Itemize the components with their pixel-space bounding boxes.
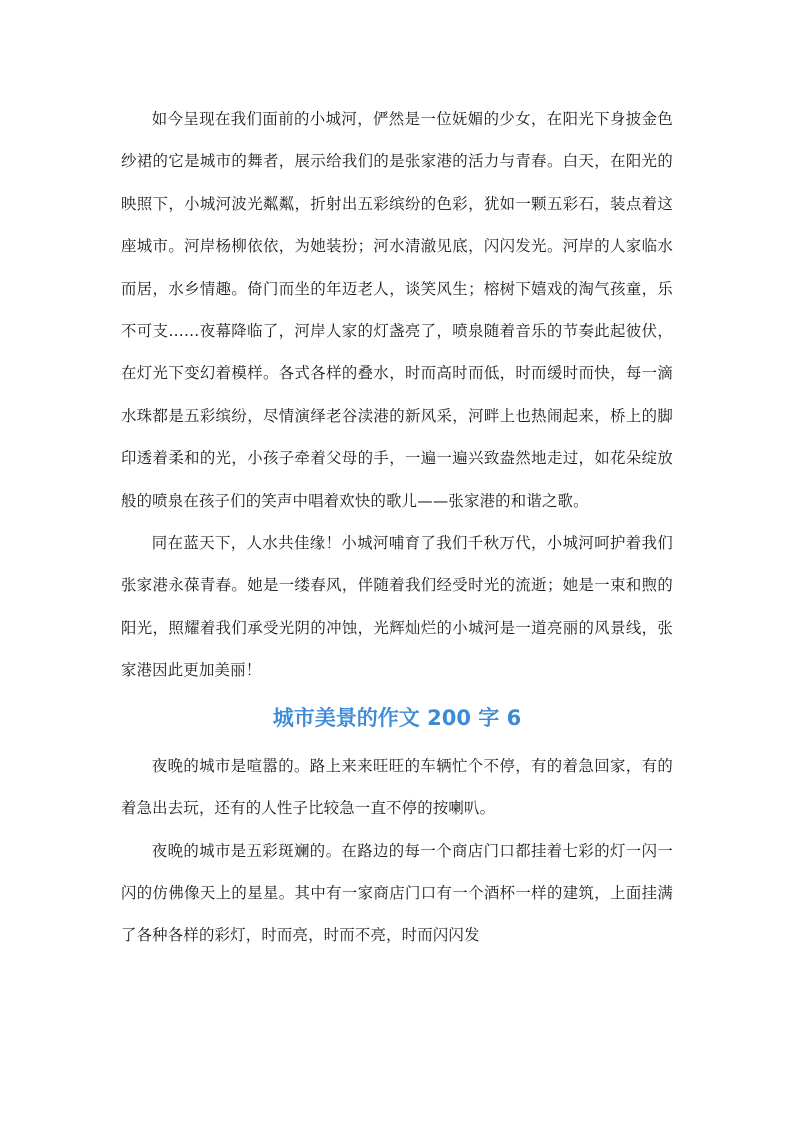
document-page [121, 98, 673, 957]
paragraph-xiaochenghe: 如今呈现在我们面前的小城河，俨然是一位妩媚的少女，在阳光下身披金色纱裙的它是城市的舞者，展示给我们的是张家港的活力与青春。白天，在阳光的映照下，小城河波光粼粼，折射出五彩缤纷的色彩，犹如一颗五彩石，装点着这座城市。河岸杨柳依依，为她装扮；河水清澈见底，闪闪发光。河岸的人家临水而居，水乡情趣。倚门而坐的年迈老人，谈笑风生；榕树下嬉戏的淘气孩童，乐不可支……夜幕降临了，河岸人家的灯盏亮了，喷泉随着音乐的节奏此起彼伏，在灯光下变幻着模样。各式各样的叠水，时而高时而低，时而缓时而快，每一滴水珠都是五彩缤纷，尽情演绎老谷渎港的新风采，河畔上也热闹起来，桥上的脚印透着柔和的光，小孩子牵着父母的手，一遍一遍兴致盎然地走过，如花朵绽放般的喷泉在孩子们的笑声中唱着欢快的歌儿——张家港的和谐之歌。 [121, 110, 673, 510]
section-heading: 城市美景的作文 200 字 6 [272, 705, 522, 730]
paragraph-wucai: 夜晚的城市是五彩斑斓的。在路边的每一个商店门口都挂着七彩的灯一闪一闪的仿佛像天上的星星。其中有一家商店门口有一个酒杯一样的建筑，上面挂满了各种各样的彩灯，时而亮，时而不亮，时而闪闪发 [121, 841, 673, 945]
paragraph-xuanxiao: 夜晚的城市是喧嚣的。路上来来旺旺的车辆忙个不停，有的着急回家，有的着急出去玩，还有的人性子比较急一直不停的按喇叭。 [121, 756, 673, 818]
paragraph-lantian: 同在蓝天下，人水共佳缘！小城河哺育了我们千秋万代，小城河呵护着我们张家港永葆青春。她是一缕春风，伴随着我们经受时光的流逝；她是一束和煦的阳光，照耀着我们承受光阴的冲蚀，光辉灿烂的小城河是一道亮丽的风景线，张家港因此更加美丽！ [121, 534, 673, 680]
